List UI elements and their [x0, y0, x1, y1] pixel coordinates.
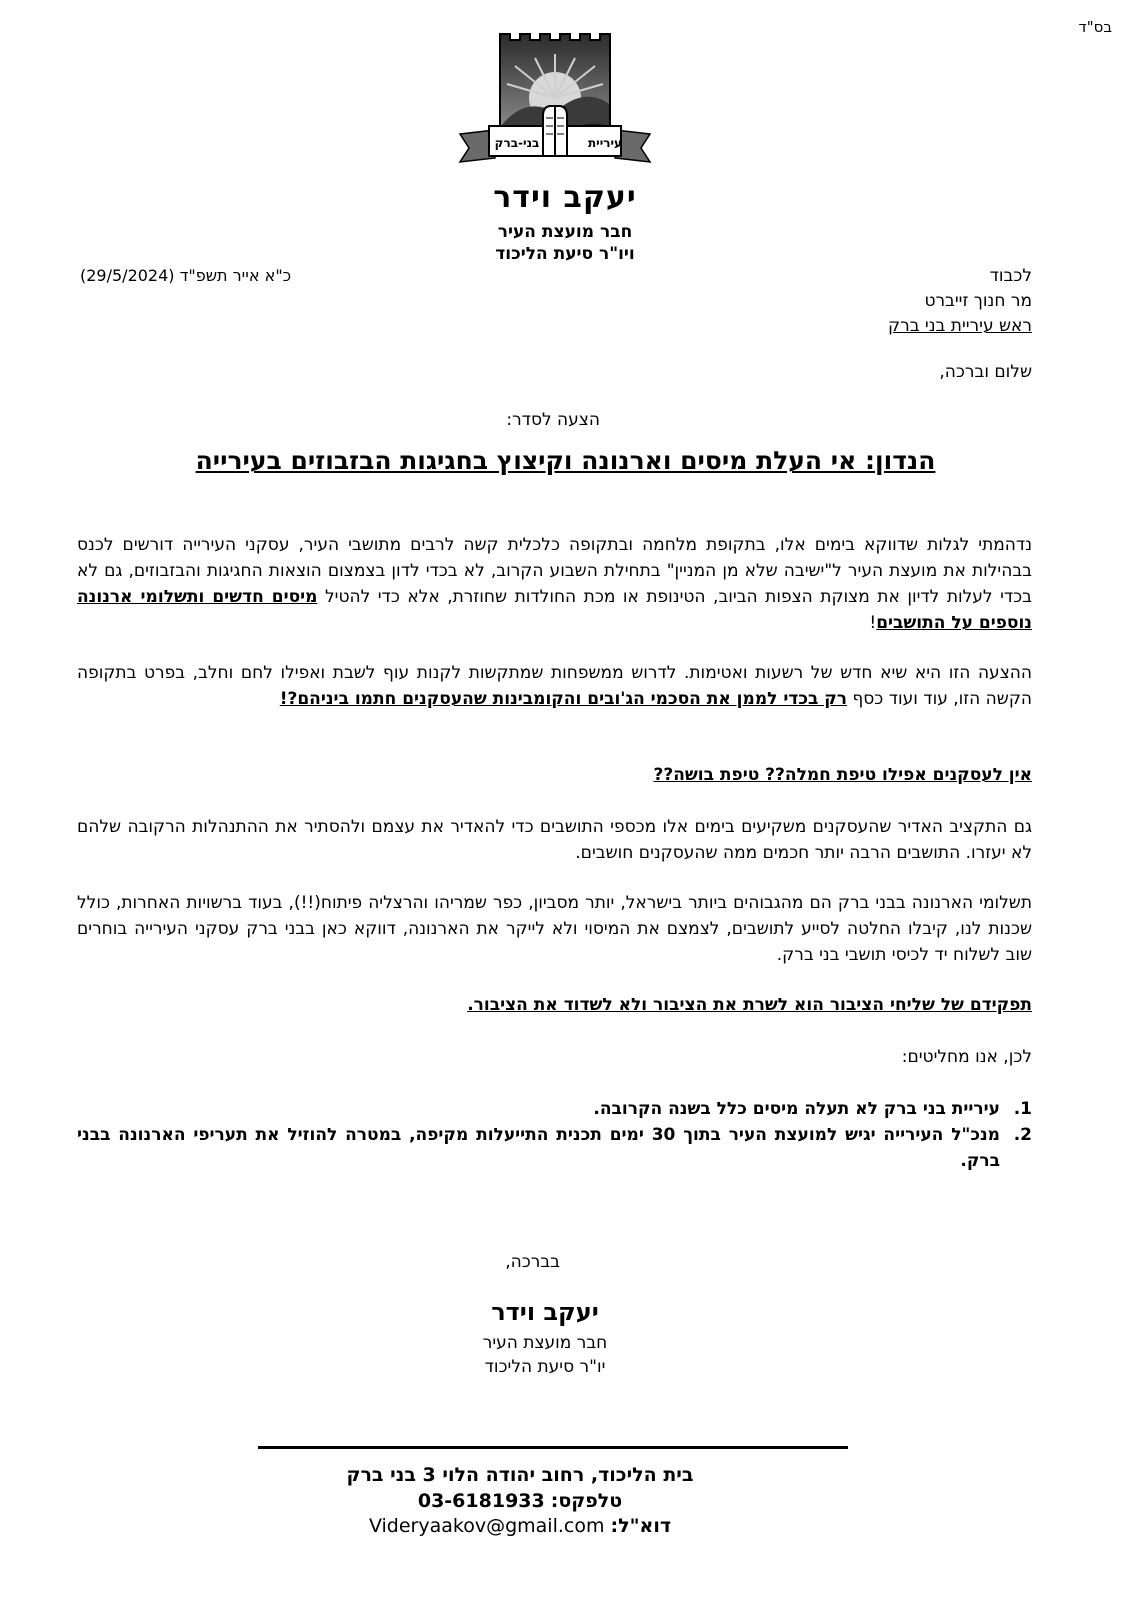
- paragraph-2: [77, 660, 1032, 712]
- footer-address: בית הליכוד, רחוב יהודה הלוי 3 בני ברק: [346, 1464, 694, 1486]
- paragraph-1-emphasis: מיסים חדשים ותשלומי ארנונה נוספים על התושבים: [77, 587, 1032, 633]
- subject-line: הנדון: אי העלת מיסים וארנונה וקיצוץ בחגיגות הבזבוזים בעירייה: [195, 446, 936, 475]
- recipient-title: ראש עיריית בני ברק: [888, 316, 1032, 336]
- decision-item: [77, 1096, 1032, 1122]
- bsd-mark: בס"ד: [1078, 18, 1112, 36]
- decision-text: מנכ"ל העירייה יגיש למועצת העיר בתוך 30 ימים תכנית התייעלות מקיפה, במטרה להוזיל את תעריפי הארנונה בבני ברק.: [77, 1125, 1000, 1171]
- paragraph-2-text: ההצעה הזו היא שיא חדש של רשעות ואטימות. לדרוש ממשפחות שמתקשות לקנות עוף לשבת ואפילו לחם וחלב, בפרט בתקופה הקשה הזו, עוד ועוד כסף: [77, 663, 1032, 709]
- footer-phone-label: טלפקס:: [550, 1490, 623, 1512]
- footer-divider: [258, 1446, 848, 1449]
- letter-date: כ"א אייר תשפ"ד (29/5/2024): [80, 266, 292, 285]
- paragraph-7: לכן, אנו מחליטים:: [901, 1047, 1032, 1067]
- recipient-block: [732, 264, 1032, 339]
- paragraph-1: [77, 532, 1032, 636]
- closing: בברכה,: [505, 1252, 560, 1272]
- paragraph-1-end: !: [869, 613, 877, 633]
- logo-banner-left-text: בני-ברק: [494, 136, 540, 150]
- decision-number: 1.: [1013, 1099, 1032, 1119]
- decisions-list: [77, 1096, 1032, 1174]
- decision-number: 2.: [1013, 1125, 1032, 1145]
- footer-email-label: דוא"ל:: [610, 1515, 672, 1537]
- footer-phone: [300, 1490, 740, 1512]
- proposal-label: הצעה לסדר:: [506, 410, 600, 430]
- paragraph-1-text: נדהמתי לגלות שדווקא בימים אלו, בתקופת מלחמה ובתקופה כלכלית קשה לרבים מתושבי העיר, עסקני העירייה דורשים לכנס בבהילות את מועצת העיר ל"ישיבה שלא מן המניין" בתחילת השבוע הקרוב, לא בכדי לדון בצמצום הוצאות החגיגות והבזבוזים, גם לא בכדי לעלות לדיון את מצוקת הצפות הביוב, הטינופת או מכת החולדות שחוזרת, אלא כדי להטיל: [77, 535, 1033, 607]
- city-emblem-logo: [455, 26, 655, 176]
- recipient-name: מר חנוך זייברט: [924, 291, 1032, 311]
- sender-role-faction: ויו"ר סיעת הליכוד: [495, 244, 635, 264]
- signature-role-faction: יו"ר סיעת הליכוד: [484, 1357, 606, 1377]
- paragraph-4: גם התקציב האדיר שהעסקנים משקיעים בימים אלו מכספי התושבים כדי להאדיר את עצמם ולהסתיר את ההתנהלות הרקובה שלהם לא יעזרו. התושבים הרבה יותר חכמים ממה שהעסקנים חושבים.: [77, 817, 1032, 863]
- decision-text: עיריית בני ברק לא תעלה מיסים כלל בשנה הקרובה.: [593, 1099, 1000, 1119]
- paragraph-2-emphasis: רק בכדי לממן את הסכמי הג'ובים והקומבינות שהעסקנים חתמו ביניהם?!: [279, 689, 847, 709]
- footer-email-value[interactable]: Videryaakov@gmail.com: [368, 1515, 605, 1537]
- footer-email: [300, 1515, 740, 1537]
- logo-banner-right-text: עיריית: [587, 136, 623, 150]
- paragraph-5: תשלומי הארנונה בבני ברק הם מהגבוהים ביותר בישראל, יותר מסביון, כפר שמריהו והרצליה פיתוח(!!), בעוד ברשויות האחרות, כולל שכנות לנו, קיבלו החלטה לסייע לתושבים, לצמצם את המיסוי ולא לייקר את הארנונה, דווקא כאן בבני ברק עסקני העירייה בוחרים שוב לשלוח יד לכיסי תושבי בני ברק.: [77, 893, 1032, 965]
- paragraph-3-heading: אין לעסקנים אפילו טיפת חמלה?? טיפת בושה??: [653, 765, 1032, 785]
- footer-phone-value: 03-6181933: [417, 1490, 545, 1512]
- paragraph-6-heading: תפקידם של שליחי הציבור הוא לשרת את הציבור ולא לשדוד את הציבור.: [467, 995, 1032, 1015]
- sender-name: יעקב וידר: [493, 180, 637, 215]
- sender-role-council: חבר מועצת העיר: [497, 222, 633, 242]
- decision-item: [77, 1122, 1032, 1174]
- greeting: שלום וברכה,: [939, 362, 1032, 382]
- recipient-honorific: לכבוד: [989, 266, 1032, 286]
- signature-role-council: חבר מועצת העיר: [482, 1333, 608, 1353]
- signature-name: יעקב וידר: [491, 1298, 599, 1326]
